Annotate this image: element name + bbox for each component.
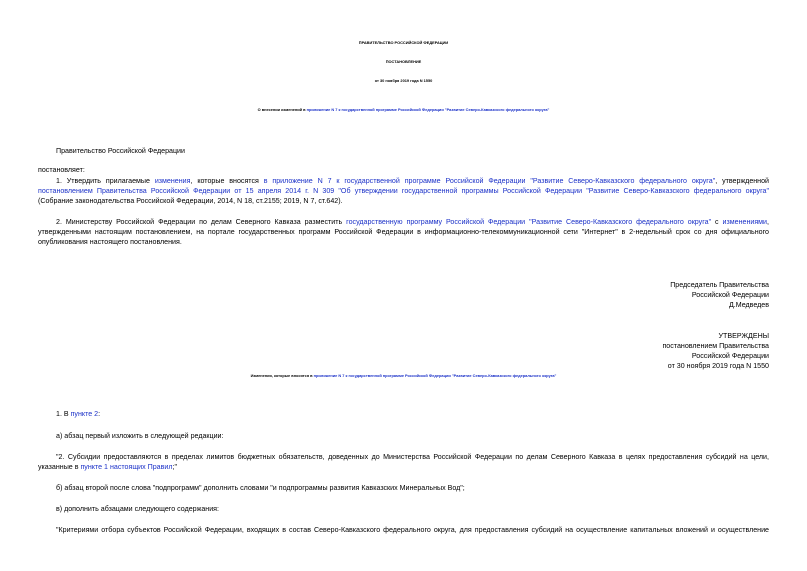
p2-text-b: с	[711, 218, 723, 226]
changes-title	[0, 370, 807, 381]
quote1-link[interactable]: пункте 1 настоящих Правил	[80, 463, 173, 471]
sub-a: а) абзац первый изложить в следующей редакции:	[56, 432, 224, 440]
sub-c: в) дополнить абзацами следующего содержания:	[56, 505, 219, 513]
header-date-number: от 30 ноября 2019 года N 1550	[374, 78, 433, 83]
header-government: ПРАВИТЕЛЬСТВО РОССИЙСКОЙ ФЕДЕРАЦИИ	[358, 40, 449, 45]
p2-link-program[interactable]: государственную программу Российской Федерации "Развитие Северо-Кавказского федерального округа"	[346, 218, 712, 226]
signature-name: Д.Медведев	[728, 301, 769, 309]
quote1-line1: "2. Субсидии предоставляются в пределах лимитов бюджетных обязательств, доведенных до Министерства Российской Федерации по делам Северного Кавказа в целях предоставления субсидий на цели,	[56, 453, 769, 461]
document-title-link[interactable]: приложение N 7 к государственной программе Российской Федерации "Развитие Северо-Кавказского федерального округа"	[306, 107, 550, 112]
quote1-text-b: ;"	[172, 463, 178, 471]
quote2-line1: "Критериями отбора субъектов Российской Федерации, входящих в состав Северо-Кавказского федерального округа, для предоставления субсидий на осуществление капитальных вложений и осуществление	[56, 526, 769, 534]
document-title-prefix: О внесении изменений в	[257, 107, 307, 112]
item1-text-b: :	[98, 410, 101, 418]
p2-line2: утвержденными настоящим постановлением, на портале государственных программ Российской Федерации в информационно-телекоммуникационной сети "Интернет" в 2-недельный срок со дня официального	[38, 228, 769, 236]
intro-issuer: Правительство Российской Федерации	[56, 147, 185, 155]
p2-link-changes[interactable]: изменениями	[722, 218, 768, 226]
changes-title-prefix: Изменения, которые вносятся в	[250, 373, 314, 378]
p1-link-appendix[interactable]: в приложение N 7 к государственной программе Российской Федерации "Развитие Северо-Кавказского федерального округа"	[263, 177, 716, 185]
item1	[56, 410, 100, 420]
p2-line3: опубликования настоящего постановления.	[38, 238, 182, 246]
p1-text-c: , утвержденной	[715, 177, 770, 185]
quote1-line2	[38, 463, 177, 473]
intro-decides: постановляет:	[38, 166, 85, 174]
p2-line1	[56, 218, 769, 228]
quote1-text-a: указанные в	[38, 463, 81, 471]
p1-text-a: 1. Утвердить прилагаемые	[56, 177, 155, 185]
changes-title-link[interactable]: приложение N 7 к государственной программе Российской Федерации "Развитие Северо-Кавказского федерального округа"	[313, 373, 557, 378]
signature-country: Российской Федерации	[691, 291, 769, 299]
p1-line3: (Собрание законодательства Российской Федерации, 2014, N 18, ст.2155; 2019, N 7, ст.642).	[38, 197, 343, 205]
signature-position: Председатель Правительства	[670, 281, 769, 289]
approved-country: Российской Федерации	[691, 352, 769, 360]
p1-link-changes[interactable]: изменения	[154, 177, 191, 185]
approved-date: от 30 ноября 2019 года N 1550	[667, 362, 769, 370]
p1-line1	[56, 177, 769, 187]
item1-text-a: 1. В	[56, 410, 71, 418]
p1-line2	[38, 187, 769, 197]
p1-text-b: , которые вносятся	[190, 177, 264, 185]
sub-b: б) абзац второй после слова "подпрограмм" дополнить словами "и подпрограммы развития Кавказских Минеральных Вод";	[56, 484, 465, 492]
item1-link[interactable]: пункте 2	[70, 410, 99, 418]
header-doc-type: ПОСТАНОВЛЕНИЕ	[385, 59, 422, 64]
p2-text-c: ,	[767, 218, 769, 226]
p2-text-a: 2. Министерству Российской Федерации по делам Северного Кавказа разместить	[56, 218, 347, 226]
approved-heading: УТВЕРЖДЕНЫ	[718, 332, 769, 340]
document-title	[0, 104, 807, 115]
p1-link-resolution[interactable]: постановлением Правительства Российской Федерации от 15 апреля 2014 г. N 309 "Об утверждении государственной программы Российской Федерации "Развитие Северо-Кавказского федерального округа"	[38, 187, 769, 195]
approved-resolution: постановлением Правительства	[662, 342, 769, 350]
